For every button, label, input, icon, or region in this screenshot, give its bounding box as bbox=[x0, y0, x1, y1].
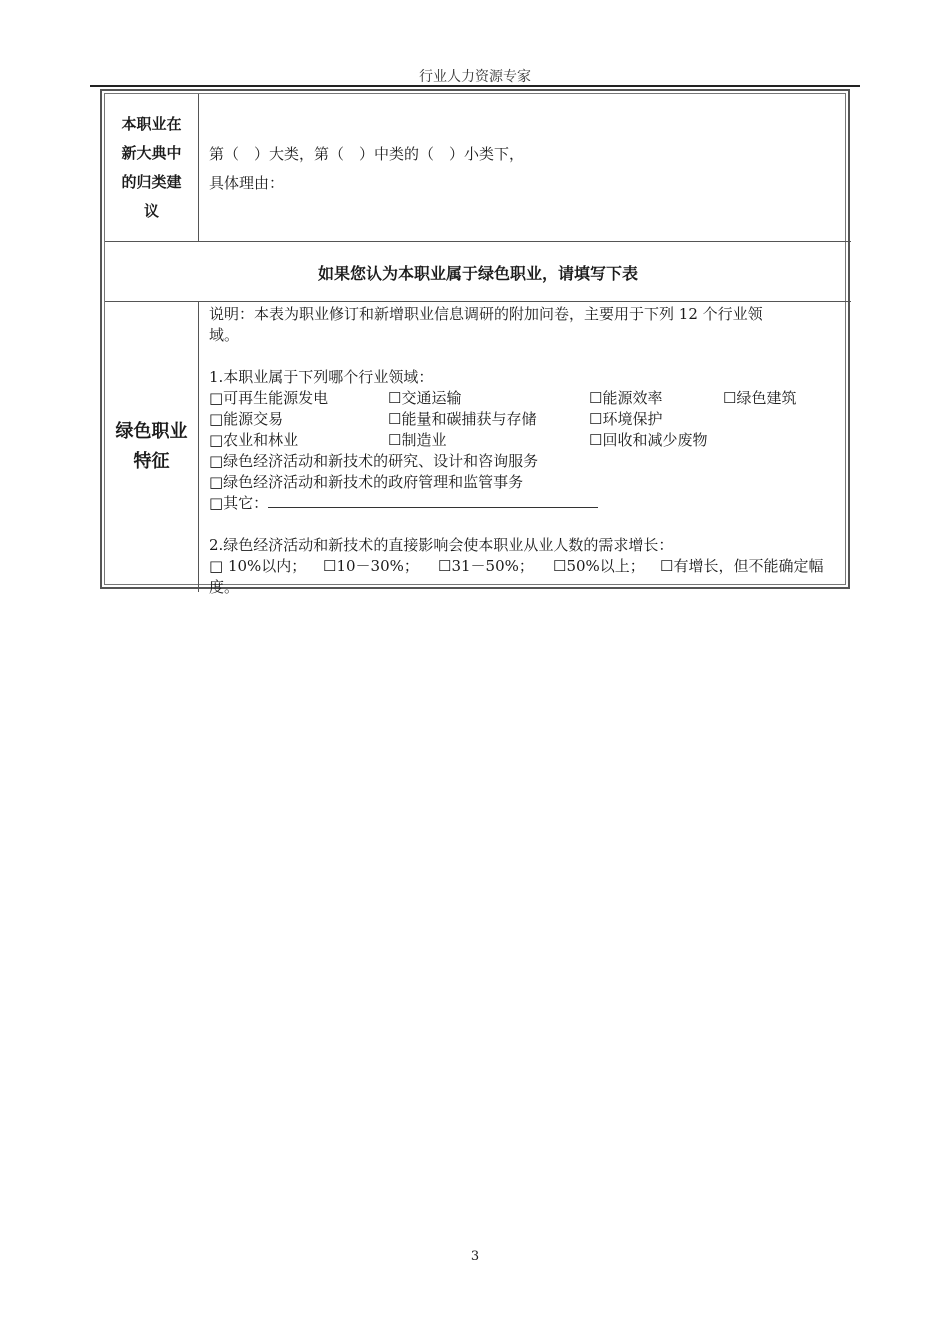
checkbox-green-building[interactable]: ☐绿色建筑 bbox=[723, 389, 797, 407]
checkbox-recycling[interactable]: ☐回收和减少废物 bbox=[589, 431, 708, 449]
option-row bbox=[209, 388, 849, 409]
question-1: 1.本职业属于下列哪个行业领域： bbox=[209, 368, 434, 386]
checkbox-other[interactable]: □其它： bbox=[209, 494, 269, 512]
growth-option-continuation: 度。 bbox=[209, 578, 240, 596]
green-feature-content bbox=[209, 304, 849, 598]
description-line: 域。 bbox=[209, 326, 240, 344]
green-feature-label-line: 绿色职业 bbox=[115, 421, 188, 442]
row-divider-2 bbox=[105, 301, 851, 302]
green-feature-label bbox=[105, 302, 198, 592]
checkbox-growth-31-50[interactable]: ☐31－50%； bbox=[438, 557, 534, 575]
col-divider-top bbox=[198, 94, 199, 242]
survey-table bbox=[100, 89, 850, 596]
classification-label-line: 议 bbox=[143, 201, 159, 220]
checkbox-energy-efficiency[interactable]: ☐能源效率 bbox=[589, 389, 663, 407]
green-occupation-banner: 如果您认为本职业属于绿色职业，请填写下表 bbox=[317, 263, 638, 283]
checkbox-growth-over-50[interactable]: ☐50%以上； bbox=[553, 557, 645, 575]
row-divider-1 bbox=[105, 241, 851, 242]
description-line: 说明：本表为职业修订和新增职业信息调研的附加问卷，主要用于下列 12 个行业领 bbox=[209, 305, 763, 323]
checkbox-growth-10-30[interactable]: ☐10－30%； bbox=[323, 557, 419, 575]
classification-field[interactable] bbox=[209, 140, 524, 198]
checkbox-government-regulation[interactable]: □绿色经济活动和新技术的政府管理和监管事务 bbox=[209, 473, 524, 491]
option-row bbox=[209, 430, 849, 451]
green-feature-label-line: 特征 bbox=[133, 451, 170, 472]
classification-label-line: 本职业在 bbox=[121, 114, 182, 133]
other-fill-in-line[interactable] bbox=[268, 493, 598, 508]
header-rule bbox=[90, 85, 860, 87]
classification-category-line: 第（ ）大类，第（ ）中类的（ ）小类下， bbox=[209, 145, 525, 163]
checkbox-manufacturing[interactable]: ☐制造业 bbox=[388, 431, 447, 449]
classification-label bbox=[105, 94, 198, 241]
col-divider-bottom bbox=[198, 301, 199, 592]
survey-table-inner bbox=[104, 93, 846, 596]
other-option bbox=[209, 493, 849, 514]
checkbox-growth-uncertain[interactable]: ☐有增长，但不能确定幅 bbox=[660, 557, 824, 575]
classification-reason-line: 具体理由： bbox=[209, 174, 285, 192]
page-number: 3 bbox=[470, 1249, 480, 1264]
checkbox-agriculture-forestry[interactable]: □农业和林业 bbox=[209, 431, 299, 449]
checkbox-transportation[interactable]: ☐交通运输 bbox=[388, 389, 462, 407]
question-2: 2.绿色经济活动和新技术的直接影响会使本职业从业人数的需求增长： bbox=[209, 536, 674, 554]
checkbox-carbon-capture[interactable]: ☐能量和碳捕获与存储 bbox=[388, 410, 537, 428]
header-title: 行业人力资源专家 bbox=[419, 69, 531, 85]
growth-options-row bbox=[209, 556, 849, 577]
checkbox-energy-trading[interactable]: □能源交易 bbox=[209, 410, 284, 428]
classification-label-line: 新大典中 bbox=[121, 143, 182, 162]
checkbox-environmental-protection[interactable]: ☐环境保护 bbox=[589, 410, 663, 428]
checkbox-research-design[interactable]: □绿色经济活动和新技术的研究、设计和咨询服务 bbox=[209, 452, 539, 470]
checkbox-renewable-energy[interactable]: □可再生能源发电 bbox=[209, 389, 329, 407]
classification-label-line: 的归类建 bbox=[121, 172, 182, 191]
checkbox-growth-under-10[interactable]: □ 10%以内； bbox=[209, 557, 307, 575]
option-row bbox=[209, 409, 849, 430]
